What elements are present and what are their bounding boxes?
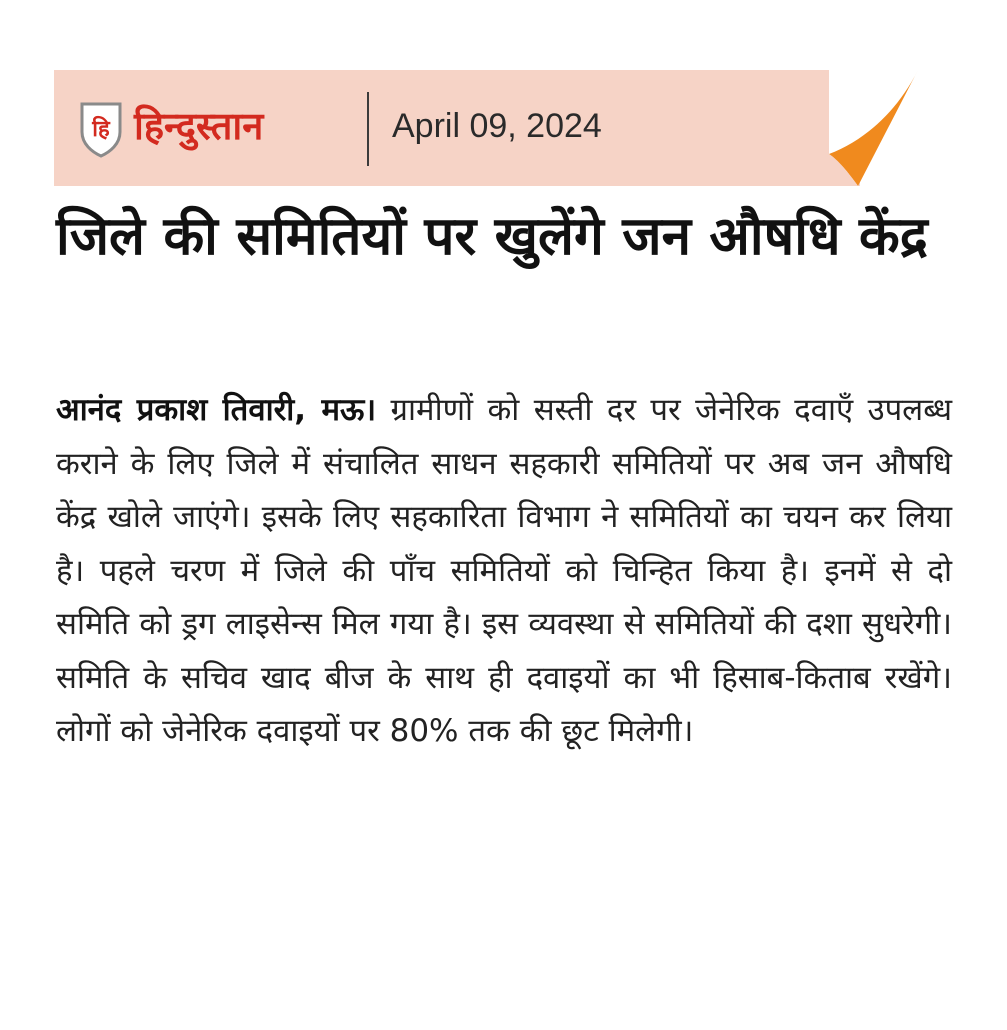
- header-divider: [367, 92, 369, 166]
- article-byline: आनंद प्रकाश तिवारी, मऊ।: [56, 392, 377, 428]
- newspaper-logo: [78, 100, 338, 158]
- logo-glyph: हि: [92, 117, 110, 142]
- publication-date: April 09, 2024: [392, 107, 602, 145]
- article-body: [56, 384, 952, 759]
- article-body-text: ग्रामीणों को सस्ती दर पर जेनेरिक दवाएँ उपलब्ध कराने के लिए जिले में संचालित साधन सहकारी समितियों पर अब जन औषधि केंद्र खोले जाएंगे। इसके लिए सहकारिता विभाग ने समितियों का चयन कर लिया है। पहले चरण में जिले की पाँच समितियों को चिन्हित किया है। इनमें से दो समिति को ड्रग लाइसेन्स मिल गया है। इस व्यवस्था से समितियों की दशा सुधरेगी। समिति के सचिव खाद बीज के साथ ही दवाइयों का भी हिसाब-किताब रखेंगे। लोगों को जेनेरिक दवाइयों पर 80% तक की छूट मिलेगी।: [56, 392, 953, 749]
- article-headline: जिले की समितियों पर खुलेंगे जन औषधि केंद्र: [56, 206, 928, 267]
- shield-logo-icon: [78, 100, 124, 158]
- brand-name: हिन्दुस्तान: [134, 104, 264, 148]
